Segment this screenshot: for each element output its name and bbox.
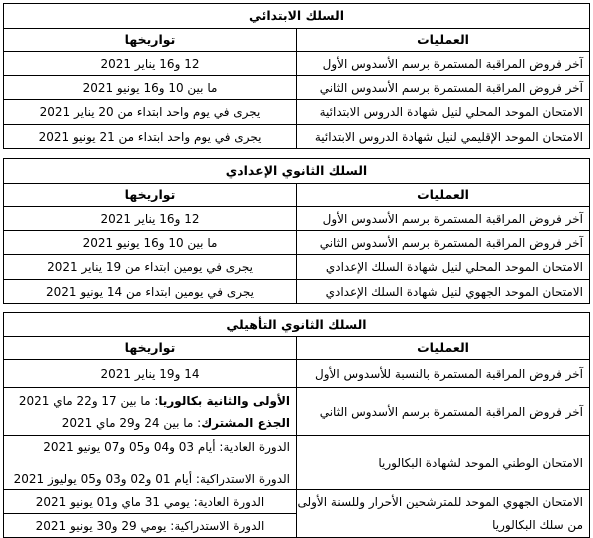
table-row [4, 207, 590, 231]
table-row [4, 100, 590, 125]
col-operations-header: العمليات [297, 337, 590, 360]
col-operations-header: العمليات [297, 184, 590, 207]
table-row [4, 388, 590, 436]
table-title-row [4, 4, 590, 29]
table-title: السلك الثانوي التأهيلي [4, 313, 590, 337]
header-row [4, 337, 590, 360]
date-cell: الدورة العادية: يومي 31 ماي و01 يونيو 2021 [4, 490, 297, 514]
operation-cell: آخر فروض المراقبة المستمرة برسم الأسدوس الأول [297, 207, 590, 231]
table-title: السلك الابتدائي [4, 4, 590, 29]
common-core-label: الجذع المشترك [201, 415, 290, 430]
date-cell: 14 و19 يناير 2021 [4, 360, 297, 388]
lower-secondary-table [3, 158, 590, 304]
normal-session-dates: الدورة العادية: أيام 03 و04 و05 و07 يونيو 2021 [43, 439, 290, 454]
catchup-session-dates: الدورة الاستدراكية: أيام 01 و02 و03 و05 يوليوز 2021 [13, 471, 290, 486]
date-cell [4, 388, 297, 436]
table-row [4, 360, 590, 388]
table-title-row [4, 313, 590, 337]
primary-cycle-table [3, 3, 590, 149]
table-row [4, 255, 590, 280]
bac-levels-label: الأولى والثانية بكالوريا [158, 393, 290, 408]
header-row [4, 29, 590, 52]
col-dates-header: تواريخها [4, 29, 297, 52]
table-row [4, 280, 590, 304]
col-operations-header: العمليات [297, 29, 590, 52]
date-cell [4, 436, 297, 490]
date-cell: يجرى في يوم واحد ابتداء من 21 يونيو 2021 [4, 125, 297, 149]
operation-cell: آخر فروض المراقبة المستمرة برسم الأسدوس الثاني [297, 231, 590, 255]
upper-secondary-table [3, 312, 590, 538]
table-row [4, 231, 590, 255]
operation-cell: آخر فروض المراقبة المستمرة برسم الأسدوس الأول [297, 52, 590, 76]
date-cell: يجرى في يومين ابتداء من 14 يونيو 2021 [4, 280, 297, 304]
table-row [4, 52, 590, 76]
date-cell: 12 و16 يناير 2021 [4, 52, 297, 76]
table-title-row [4, 159, 590, 184]
operation-cell: آخر فروض المراقبة المستمرة برسم الأسدوس الثاني [297, 76, 590, 100]
table-row [4, 125, 590, 149]
table-row [4, 514, 590, 538]
col-dates-header: تواريخها [4, 184, 297, 207]
operation-cell: آخر فروض المراقبة المستمرة برسم الأسدوس الثاني [297, 388, 590, 436]
date-line [10, 416, 290, 430]
date-cell: يجرى في يومين ابتداء من 19 يناير 2021 [4, 255, 297, 280]
header-row [4, 184, 590, 207]
operation-cell: من سلك البكالوريا [297, 514, 590, 538]
table-row [4, 490, 590, 514]
operation-cell: الامتحان الموحد المحلي لنيل شهادة السلك الإعدادي [297, 255, 590, 280]
col-dates-header: تواريخها [4, 337, 297, 360]
date-line [10, 394, 290, 408]
date-cell: الدورة الاستدراكية: يومي 29 و30 يونيو 2021 [4, 514, 297, 538]
operation-cell: آخر فروض المراقبة المستمرة بالنسبة للأسدوس الأول [297, 360, 590, 388]
operation-cell: الامتحان الوطني الموحد لشهادة البكالوريا [297, 436, 590, 490]
table-row [4, 76, 590, 100]
operation-cell: الامتحان الموحد الجهوي لنيل شهادة السلك الإعدادي [297, 280, 590, 304]
operation-cell: الامتحان الجهوي الموحد للمترشحين الأحرار وللسنة الأولى [297, 490, 590, 514]
table-row [4, 436, 590, 490]
common-core-dates: : ما بين 24 و29 ماي 2021 [61, 415, 202, 430]
date-cell: يجرى في يوم واحد ابتداء من 20 يناير 2021 [4, 100, 297, 125]
table-title: السلك الثانوي الإعدادي [4, 159, 590, 184]
date-cell: 12 و16 يناير 2021 [4, 207, 297, 231]
date-cell: ما بين 10 و16 يونيو 2021 [4, 231, 297, 255]
operation-cell: الامتحان الموحد المحلي لنيل شهادة الدروس الابتدائية [297, 100, 590, 125]
bac-levels-dates: : ما بين 17 و22 ماي 2021 [18, 393, 159, 408]
date-cell: ما بين 10 و16 يونيو 2021 [4, 76, 297, 100]
operation-cell: الامتحان الموحد الإقليمي لنيل شهادة الدروس الابتدائية [297, 125, 590, 149]
